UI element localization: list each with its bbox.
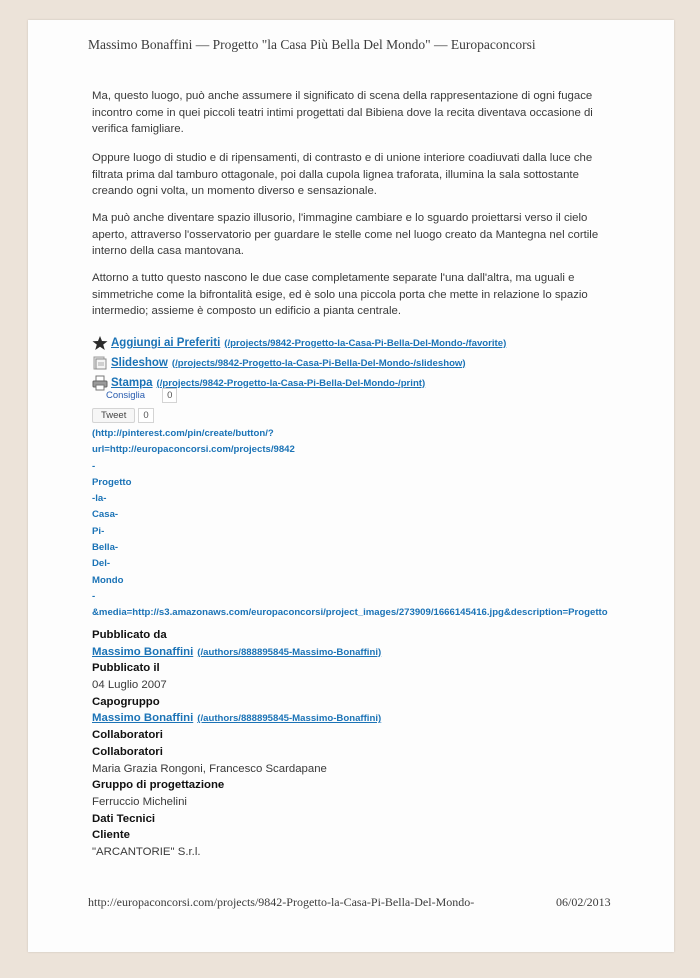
footer-url: http://europaconcorsi.com/projects/9842-Progetto-la-Casa-Pi-Bella-Del-Mondo- bbox=[88, 895, 475, 909]
published-by-row bbox=[92, 644, 381, 661]
paragraph-4: Attorno a tutto questo nascono le due case completamente separate l'una dall'altra, ma uguali e simmetriche come la bifrontalità esige, ed è solo una piccola porta che mette in relazione lo spazio intermedio; assieme è composto un edificio a pianta centrale. bbox=[92, 272, 588, 317]
paragraph-2: Oppure luogo di studio e di ripensamenti, di contrasto e di unione interiore coadiuvati dalla luce che filtrata prima dal tamburo ottagonale, poi dalla cupola lignea traforata, illumina la sala sottostante creando ogni volta, un momento diverso e sensazionale. bbox=[92, 152, 593, 197]
group-leader-row bbox=[92, 710, 381, 727]
pinterest-line[interactable]: &media=http://s3.amazonaws.com/europaconcorsi/project_images/273909/1666145416.jpg&description=Progetto bbox=[92, 607, 608, 619]
paragraph-1: Ma, questo luogo, può anche assumere il significato di scena della rappresentazione di ogni fugace incontro come in quei piccoli teatri intimi progettati dal Bibiena dove la recita diventava occasione di verifica famigliare. bbox=[92, 90, 593, 135]
group-leader-author-url[interactable]: (/authors/888895845-Massimo-Bonaffini) bbox=[197, 713, 382, 725]
slideshow-url[interactable]: (/projects/9842-Progetto-la-Casa-Pi-Bella-Del-Mondo-/slideshow) bbox=[171, 357, 466, 369]
published-on-label: Pubblicato il bbox=[92, 662, 160, 675]
pinterest-line[interactable]: - bbox=[92, 460, 96, 472]
pinterest-line[interactable]: -la- bbox=[92, 493, 107, 505]
slideshow-link[interactable]: Slideshow bbox=[111, 357, 168, 369]
published-by-author-name[interactable]: Massimo Bonaffini bbox=[92, 645, 194, 658]
favorite-link[interactable]: Aggiungi ai Preferiti bbox=[111, 337, 221, 349]
collaborators-value: Maria Grazia Rongoni, Francesco Scardapane bbox=[92, 762, 327, 775]
published-by-label: Pubblicato da bbox=[92, 629, 167, 641]
social-buttons bbox=[92, 387, 177, 427]
like-button[interactable]: Consiglia bbox=[106, 390, 146, 401]
like-row bbox=[92, 387, 177, 404]
pinterest-line[interactable]: Del- bbox=[92, 558, 111, 570]
tweet-button[interactable]: Tweet bbox=[92, 408, 135, 423]
design-group-value: Ferruccio Michelini bbox=[92, 795, 187, 808]
group-leader-label: Capogruppo bbox=[92, 695, 160, 708]
like-count: 0 bbox=[162, 388, 177, 403]
client-label: Cliente bbox=[92, 829, 130, 842]
favorite-url[interactable]: (/projects/9842-Progetto-la-Casa-Pi-Bella-Del-Mondo-/favorite) bbox=[224, 337, 507, 349]
pinterest-line[interactable]: Progetto bbox=[92, 476, 132, 488]
published-on-value: 04 Luglio 2007 bbox=[92, 679, 167, 692]
footer-date: 06/02/2013 bbox=[556, 895, 611, 909]
project-details bbox=[92, 627, 381, 861]
pinterest-line[interactable]: (http://pinterest.com/pin/create/button/? bbox=[92, 428, 274, 439]
tweet-count: 0 bbox=[138, 408, 153, 423]
collaborators-heading: Collaboratori bbox=[92, 729, 163, 742]
published-by-author-link[interactable] bbox=[92, 646, 381, 658]
pinterest-line[interactable]: Bella- bbox=[92, 542, 119, 554]
print-link[interactable]: Stampa bbox=[111, 377, 153, 389]
pinterest-line[interactable]: url=http://europaconcorsi.com/projects/9842 bbox=[92, 444, 295, 456]
page-header-title: Massimo Bonaffini — Progetto "la Casa Più Bella Del Mondo" — Europaconcorsi bbox=[88, 37, 536, 52]
pinterest-line[interactable]: - bbox=[92, 590, 96, 602]
slideshow-action[interactable] bbox=[92, 353, 506, 373]
group-leader-author-link[interactable] bbox=[92, 712, 381, 724]
collaborators-label: Collaboratori bbox=[92, 745, 163, 758]
tweet-row bbox=[92, 407, 177, 424]
group-leader-author-name[interactable]: Massimo Bonaffini bbox=[92, 712, 194, 725]
action-links bbox=[92, 333, 506, 393]
star-icon bbox=[92, 335, 108, 351]
client-value: "ARCANTORIE" S.r.l. bbox=[92, 845, 201, 858]
pinterest-line[interactable]: Pi- bbox=[92, 525, 105, 537]
print-url[interactable]: (/projects/9842-Progetto-la-Casa-Pi-Bella-Del-Mondo-/print) bbox=[156, 377, 426, 389]
paragraph-3: Ma può anche diventare spazio illusorio, l'immagine cambiare e lo sguardo proiettarsi verso il cielo aperto, attraverso l'osservatorio per guardare le stelle come nel luogo creato da Mantegna nel cortile interno della casa mantovana. bbox=[92, 212, 599, 257]
design-group-label: Gruppo di progettazione bbox=[92, 779, 225, 792]
favorite-action[interactable] bbox=[92, 333, 506, 353]
tech-data-label: Dati Tecnici bbox=[92, 812, 156, 825]
slideshow-icon bbox=[92, 355, 108, 371]
pinterest-line[interactable]: Casa- bbox=[92, 509, 119, 521]
published-by-author-url[interactable]: (/authors/888895845-Massimo-Bonaffini) bbox=[197, 646, 382, 658]
pinterest-link[interactable] bbox=[92, 426, 612, 622]
pinterest-line[interactable]: Mondo bbox=[92, 574, 124, 586]
